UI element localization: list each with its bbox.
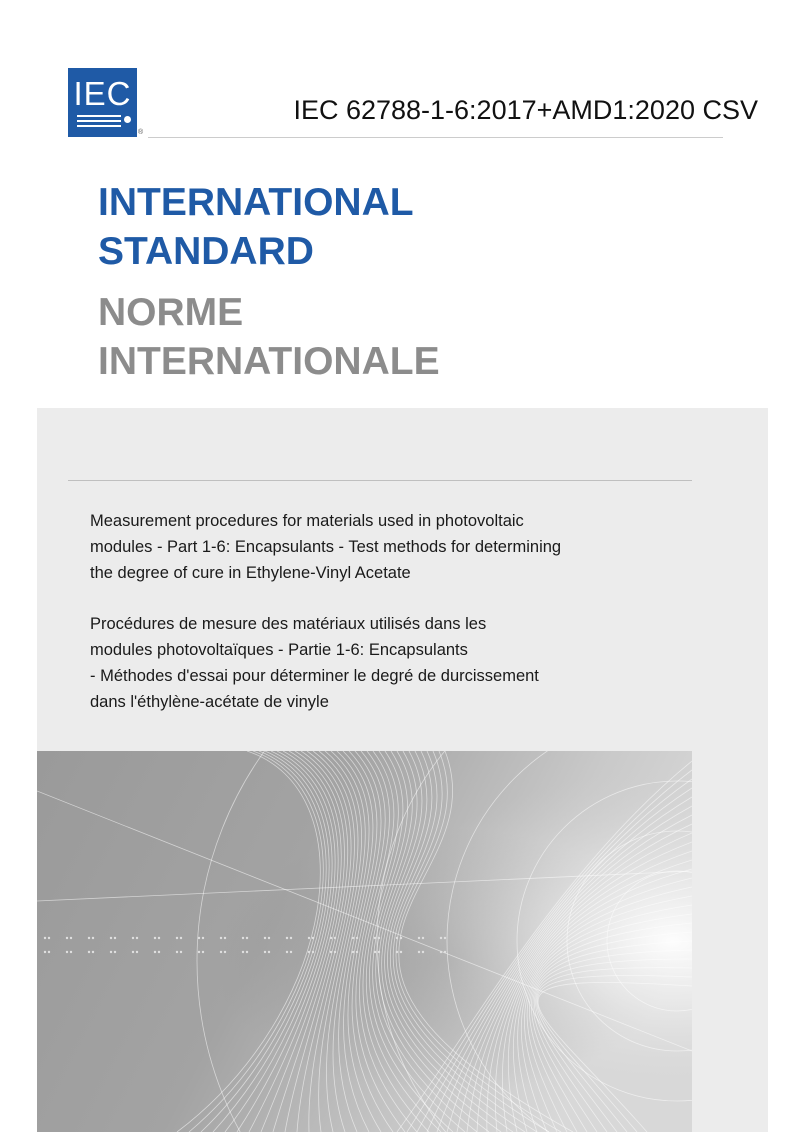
art-dot [176,951,178,953]
description-french-line: Procédures de mesure des matériaux utilisés dans les [90,615,487,633]
art-dot [396,951,398,953]
art-dot [176,937,178,939]
art-dot [268,951,270,953]
art-dot [48,951,50,953]
art-dot [308,937,310,939]
art-dot [154,937,156,939]
art-dot [264,937,266,939]
description-english [90,508,561,586]
title-french [98,288,440,386]
art-dot [312,951,314,953]
art-dot [312,937,314,939]
art-dot [444,951,446,953]
art-dot [180,937,182,939]
art-dot [374,951,376,953]
art-dot [440,937,442,939]
art-dot [334,937,336,939]
description-french-line: dans l'éthylène-acétate de vinyle [90,693,329,711]
art-dot [198,937,200,939]
art-dot [378,951,380,953]
art-dot [374,937,376,939]
art-dot [110,951,112,953]
art-dot [114,937,116,939]
standard-designation: IEC 62788-1-6:2017+AMD1:2020 CSV [293,95,758,125]
title-french-line: INTERNATIONALE [98,340,440,383]
art-dot [352,937,354,939]
art-dot [202,951,204,953]
logo-line [77,125,121,127]
art-dot [70,937,72,939]
art-dot [180,951,182,953]
art-dot [132,937,134,939]
logo-line [77,120,121,122]
art-dot [132,951,134,953]
logo-line [77,115,121,117]
art-dot [110,937,112,939]
title-english-line: STANDARD [98,230,314,273]
description-english-line: modules - Part 1-6: Encapsulants - Test methods for determining [90,538,562,556]
description-french-line: modules photovoltaïques - Partie 1-6: Encapsulants [90,641,468,659]
art-dot [290,951,292,953]
art-dot [356,951,358,953]
art-dot [422,951,424,953]
art-dot [308,951,310,953]
art-dot [224,951,226,953]
art-dot [136,951,138,953]
art-dot [220,951,222,953]
art-dot [202,937,204,939]
art-dot [268,937,270,939]
description-english-line: Measurement procedures for materials used in photovoltaic [90,512,524,530]
registered-mark: ® [138,129,144,136]
title-french-line: NORME [98,291,244,334]
description-french-line: - Méthodes d'essai pour déterminer le degré de durcissement [90,667,539,685]
art-dot [330,951,332,953]
art-dot [290,937,292,939]
cover-artwork [37,751,692,1132]
art-dot [334,951,336,953]
art-dot [418,937,420,939]
art-dot [88,951,90,953]
art-dot [154,951,156,953]
art-dot [158,951,160,953]
art-dot [44,951,46,953]
art-dot [246,951,248,953]
art-dot [224,937,226,939]
art-dot [220,937,222,939]
logo-text: IEC [73,75,132,112]
art-dot [440,951,442,953]
art-dot [400,937,402,939]
iec-logo [68,68,137,137]
art-dot [48,937,50,939]
art-dot [444,937,446,939]
art-dot [396,937,398,939]
art-dot [378,937,380,939]
art-dot [352,951,354,953]
panel-divider [68,480,692,481]
art-dot [400,951,402,953]
art-dot [44,937,46,939]
description-english-line: the degree of cure in Ethylene-Vinyl Acetate [90,564,411,582]
art-dot [88,937,90,939]
art-dot [246,937,248,939]
art-dot [66,951,68,953]
art-dot [286,937,288,939]
header-divider [148,137,723,138]
art-dot [356,937,358,939]
art-dot [418,951,420,953]
art-dot [70,951,72,953]
art-dot [242,951,244,953]
art-dot [264,951,266,953]
logo-dot [124,116,131,123]
art-dot [114,951,116,953]
description-french [90,611,539,715]
art-dot [92,937,94,939]
art-dot [242,937,244,939]
art-dot [158,937,160,939]
title-english [98,178,414,276]
art-dot [422,937,424,939]
art-dot [330,937,332,939]
art-dot [198,951,200,953]
art-dot [66,937,68,939]
art-dot [92,951,94,953]
art-dot [286,951,288,953]
title-english-line: INTERNATIONAL [98,181,414,224]
art-dot [136,937,138,939]
